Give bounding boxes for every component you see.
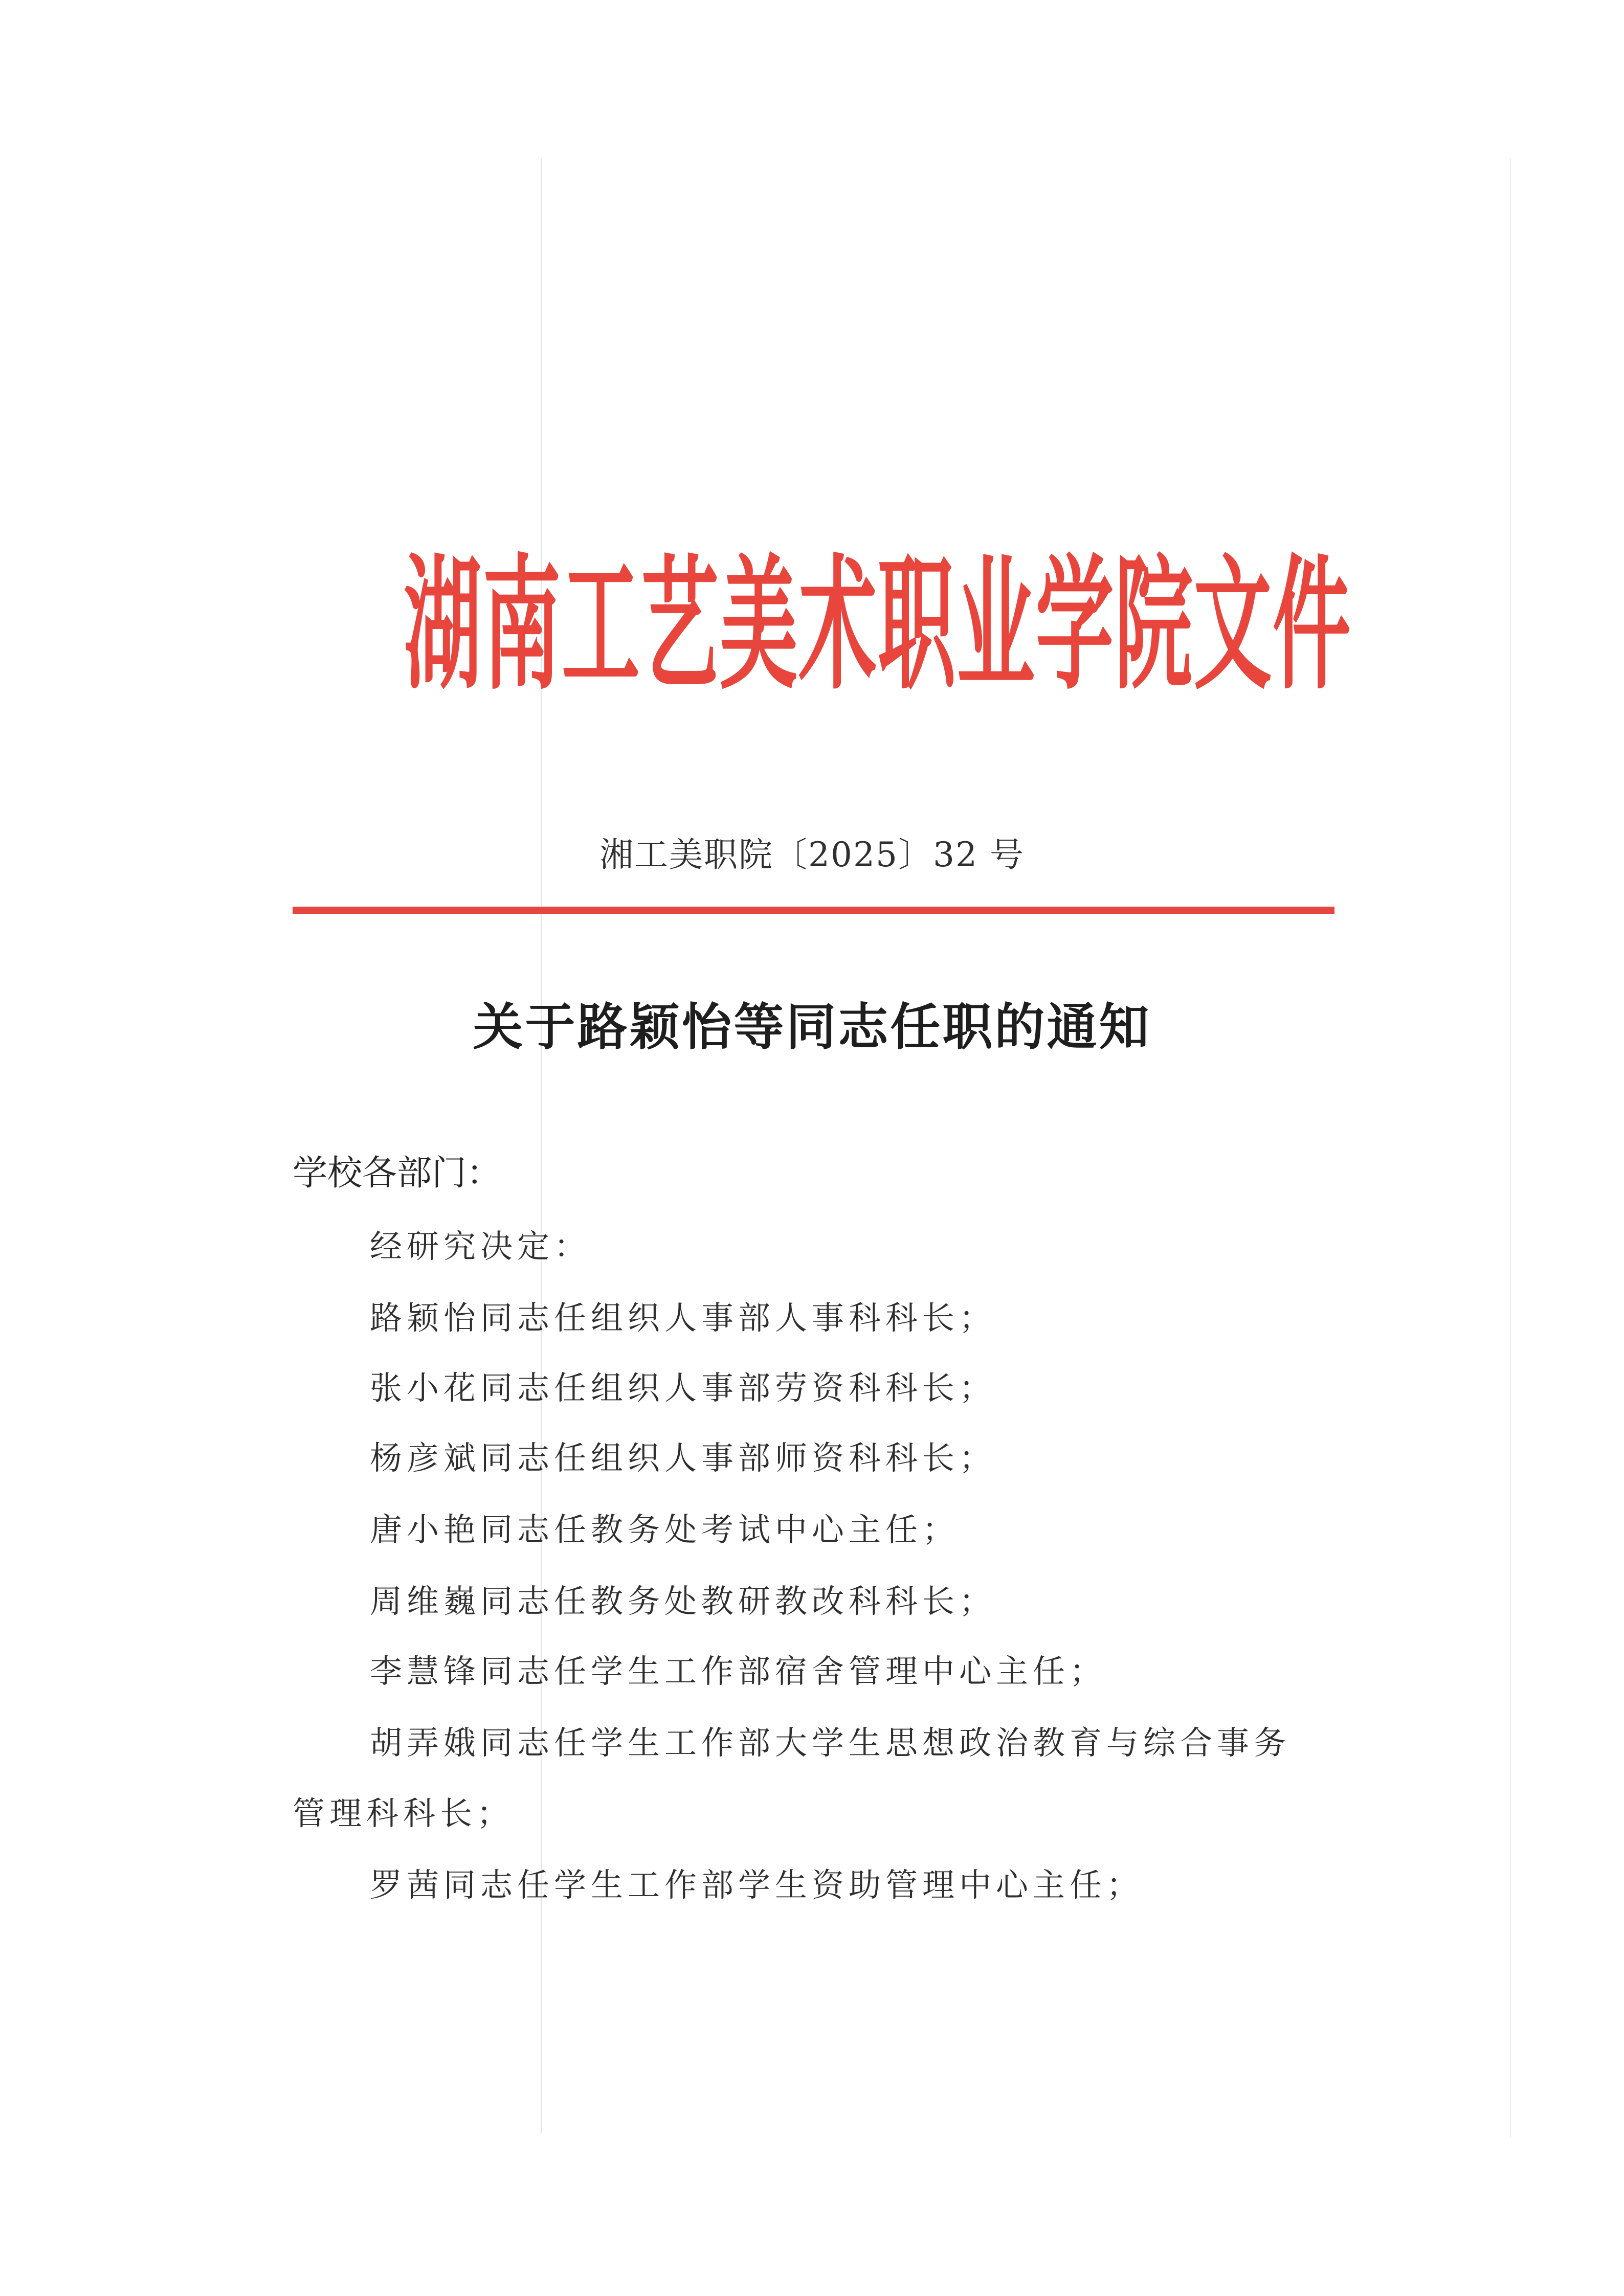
appointment-line: 周维巍同志任教务处教研教改科科长； <box>370 1583 996 1620</box>
appointment-line: 杨彦斌同志任组织人事部师资科科长； <box>370 1439 996 1477</box>
red-separator-rule <box>293 907 1334 914</box>
appointment-line-continuation: 管理科科长； <box>293 1795 514 1832</box>
salutation: 学校各部门： <box>293 1153 502 1194</box>
issuer-title: 湖南工艺美术职业学院文件 <box>404 539 1352 709</box>
appointment-line: 胡弄娥同志任学生工作部大学生思想政治教育与综合事务 <box>370 1724 1291 1762</box>
notice-title: 关于路颖怡等同志任职的通知 <box>473 998 1151 1056</box>
appointment-line: 路颖怡同志任组织人事部人事科科长； <box>370 1299 996 1337</box>
body-line-intro: 经研究决定： <box>370 1228 591 1265</box>
appointment-line: 罗茜同志任学生工作部学生资助管理中心主任； <box>370 1866 1143 1904</box>
appointment-line: 唐小艳同志任教务处考试中心主任； <box>370 1511 959 1548</box>
appointment-line: 张小花同志任组织人事部劳资科科长； <box>370 1369 996 1407</box>
document-number: 湘工美职院〔2025〕32 号 <box>599 835 1025 874</box>
scan-fold-line-left <box>541 158 542 2133</box>
document-header <box>0 539 1624 709</box>
appointment-line: 李慧锋同志任学生工作部宿舍管理中心主任； <box>370 1653 1106 1690</box>
scan-fold-line-right <box>1510 158 1511 2137</box>
